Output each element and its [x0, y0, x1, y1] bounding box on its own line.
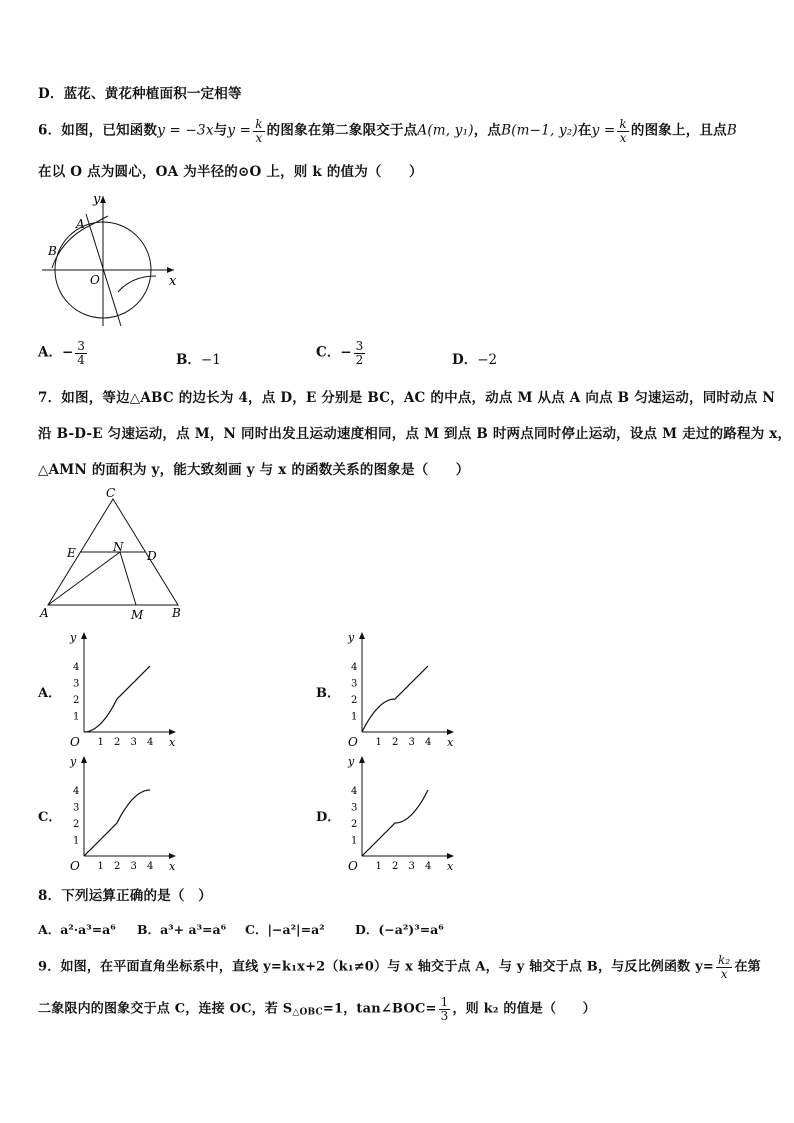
q8-option-d[interactable]: D．(−a²)³=a⁶	[355, 922, 444, 937]
q9-frac-k2-x: $\frac{\text{k₂}}{x}$	[717, 953, 731, 981]
q6-point-b: B(m−1, y₂)	[501, 122, 578, 139]
x-tick-label: 3	[130, 737, 137, 746]
x-tick-label: 2	[392, 737, 399, 746]
q7-stem-line1: 7．如图，等边△ABC 的边长为 4，点 D，E 分别是 BC，AC 的中点，动点 M 从点 A 向点 B 匀速运动，同时动点 N	[38, 390, 775, 406]
y-tick-label: 2	[73, 819, 80, 830]
q6-stem-line2: 在以 O 点为圆心，OA 为半径的⊙O 上，则 k 的值为（ ）	[38, 164, 423, 180]
y-label: y	[348, 631, 355, 644]
curve	[84, 790, 150, 856]
q6-option-b[interactable]: B．−1	[176, 352, 221, 368]
label-n: N	[113, 540, 124, 554]
x-tick-label: 4	[425, 737, 432, 746]
label-m: M	[131, 608, 144, 622]
q9-frac-1-3: $\frac{1}{3}$	[440, 995, 449, 1023]
x-tick-label: 2	[114, 737, 121, 746]
q9-stem-line2: 二象限内的图象交于点 C，连接 OC，若 $S_{\triangle OBC}=1$，tan∠BOC= $\frac{1}{3}$ ，则 k₂ 的值是（ ）	[38, 995, 596, 1023]
segment-an	[48, 552, 120, 605]
q6-frac-k-x: $\frac{k}{x}$	[255, 117, 263, 145]
x-axis-arrow	[169, 729, 176, 735]
label-a: A	[40, 606, 49, 620]
y-axis-arrow	[81, 756, 87, 763]
x-label: x	[169, 736, 176, 746]
x-label: x	[447, 736, 454, 746]
q8-stem: 8．下列运算正确的是（ ）	[38, 888, 212, 904]
q6-text: 6．如图，已知函数	[38, 122, 158, 139]
q8-option-a[interactable]: A．a²·a³=a⁶	[38, 922, 116, 937]
q7-triangle-figure	[36, 484, 196, 624]
q6-option-a[interactable]: A．− $\frac{3}{4}$	[38, 339, 85, 367]
q7-option-b[interactable]: B．	[316, 686, 340, 701]
q6-point-b-label: B	[726, 122, 737, 139]
y-tick-label: 2	[73, 695, 80, 706]
q6-text: ，点	[473, 122, 502, 139]
q6-option-d[interactable]: D．−2	[452, 352, 498, 368]
x-label: x	[447, 860, 454, 870]
y-tick-label: 4	[73, 786, 80, 797]
q6-figure	[38, 190, 188, 330]
q7-graph-c	[62, 752, 182, 870]
q6-text: 在	[577, 122, 592, 139]
x-tick-label: 2	[114, 861, 121, 870]
x-tick-label: 1	[375, 861, 382, 870]
y-axis-arrow	[359, 632, 365, 639]
x-label: x	[169, 274, 177, 289]
y-tick-label: 1	[73, 711, 80, 723]
q7-option-a[interactable]: A．	[38, 686, 62, 701]
x-tick-label: 4	[147, 861, 154, 870]
x-label: x	[169, 860, 176, 870]
q7-stem-line2: 沿 B-D-E 匀速运动，点 M，N 同时出发且运动速度相同，点 M 到点 B 时两点同时停止运动，设点 M 走过的路程为 x，	[38, 426, 792, 442]
q7-stem-line3: △AMN 的面积为 y，能大致刻画 y 与 x 的函数关系的图象是（ ）	[38, 462, 470, 478]
y-label: y	[348, 755, 355, 768]
q6-point-a: A(m, y₁)	[417, 122, 474, 139]
curve	[362, 666, 428, 732]
x-axis-arrow	[169, 853, 176, 859]
y-axis-arrow	[100, 196, 106, 203]
q9-stem-line1: 9．如图，在平面直角坐标系中，直线 y=k₁x+2（k₁≠0）与 x 轴交于点 A，与 y 轴交于点 B，与反比例函数 y= $\frac{\text{k₂}}{x}$ 在第	[38, 953, 761, 981]
q7-option-c[interactable]: C．	[38, 810, 62, 825]
label-c: C	[106, 486, 116, 500]
q6-eq1: y = −3x	[157, 122, 214, 139]
y-label: y	[70, 755, 77, 768]
y-label: y	[93, 192, 101, 207]
y-tick-label: 1	[351, 711, 358, 723]
curve	[84, 666, 150, 732]
q6-stem-line1	[38, 118, 737, 144]
y-tick-label: 4	[351, 786, 358, 797]
x-tick-label: 3	[408, 737, 415, 746]
x-tick-label: 1	[97, 737, 104, 746]
q5-option-d: D．蓝花、黄花种植面积一定相等	[38, 86, 242, 102]
x-axis-arrow	[447, 729, 454, 735]
q7-option-d[interactable]: D．	[316, 810, 341, 825]
x-tick-label: 4	[147, 737, 154, 746]
y-tick-label: 3	[351, 678, 358, 690]
label-d: D	[147, 549, 157, 563]
q6-text: 的图象上，且点	[630, 122, 727, 139]
y-label: y	[70, 631, 77, 644]
q6-text: 与	[213, 122, 228, 139]
label-e: E	[67, 546, 76, 560]
x-axis-arrow	[167, 267, 174, 273]
x-tick-label: 3	[408, 861, 415, 870]
x-axis-arrow	[447, 853, 454, 859]
y-tick-label: 1	[73, 835, 80, 847]
q7-graph-a	[62, 628, 182, 746]
q7-graph-b	[340, 628, 460, 746]
q6-frac-k-x-2: $\frac{k}{x}$	[619, 117, 627, 145]
origin-label: O	[70, 735, 80, 746]
x-tick-label: 1	[97, 861, 104, 870]
label-b: B	[172, 606, 181, 620]
point-b-label: B	[48, 244, 57, 258]
y-tick-label: 2	[351, 819, 358, 830]
x-tick-label: 4	[425, 861, 432, 870]
y-axis-arrow	[359, 756, 365, 763]
origin-label: O	[348, 859, 358, 870]
q7-graph-d	[340, 752, 460, 870]
origin-label: O	[348, 735, 358, 746]
origin-label: O	[70, 859, 80, 870]
x-tick-label: 1	[375, 737, 382, 746]
point-a-label: A	[76, 217, 85, 231]
y-tick-label: 3	[73, 678, 80, 690]
q6-y-eq: y =	[591, 122, 616, 139]
q6-text: 的图象在第二象限交于点	[266, 122, 418, 139]
q6-option-c[interactable]: C．− $\frac{3}{2}$	[316, 339, 364, 367]
segment-nm	[120, 552, 136, 605]
x-tick-label: 2	[392, 861, 399, 870]
curve	[362, 790, 428, 856]
origin-label: O	[90, 273, 100, 287]
x-tick-label: 3	[130, 861, 137, 870]
y-tick-label: 2	[351, 695, 358, 706]
q8-option-b[interactable]: B．a³+ a³=a⁶	[137, 922, 227, 937]
y-axis-arrow	[81, 632, 87, 639]
q8-option-c[interactable]: C．|−a²|=a²	[245, 922, 325, 937]
y-tick-label: 1	[351, 835, 358, 847]
y-tick-label: 4	[351, 662, 358, 673]
y-tick-label: 4	[73, 662, 80, 673]
y-tick-label: 3	[351, 802, 358, 814]
q6-y-eq: y =	[227, 122, 252, 139]
y-tick-label: 3	[73, 802, 80, 814]
